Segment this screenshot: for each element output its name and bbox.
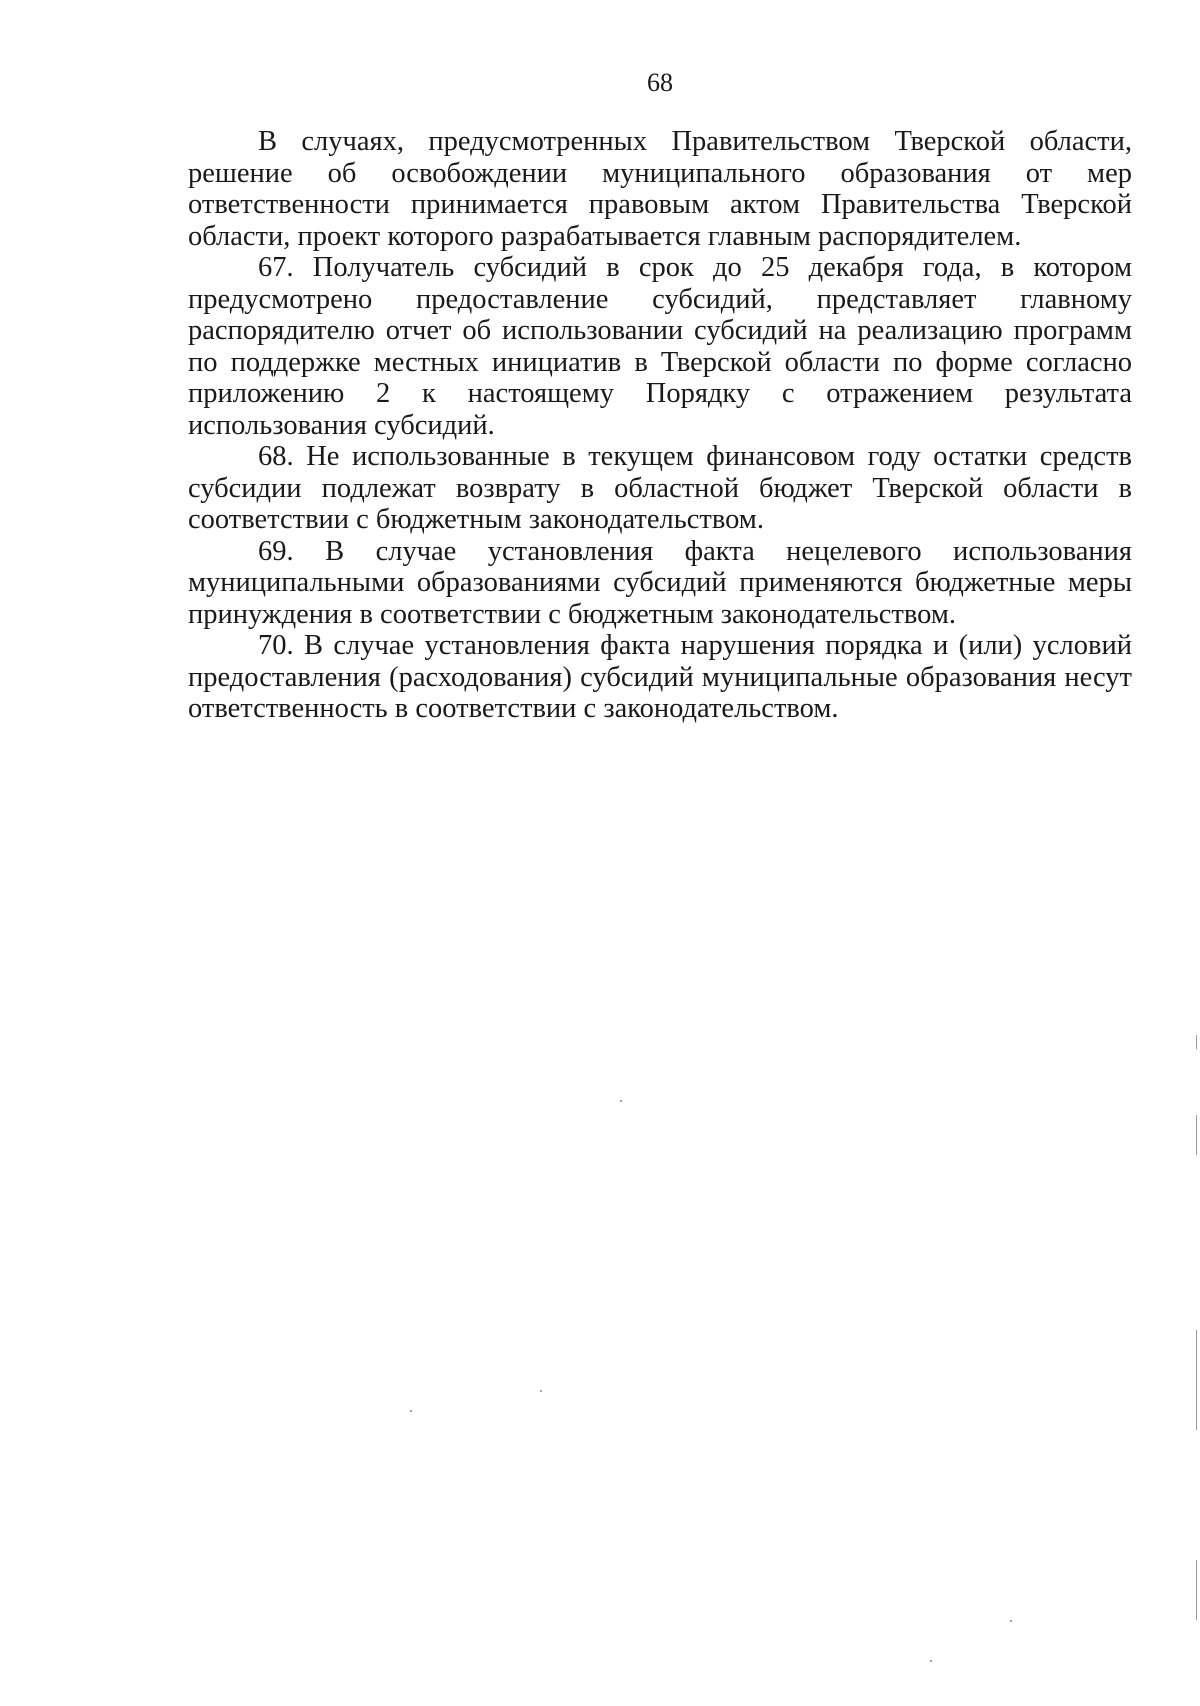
paragraph-68: 68. Не использованные в текущем финансовом году остатки средств субсидии подлежат возврату в областной бюджет Тверской области в соответствии с бюджетным законодательством.	[188, 441, 1132, 535]
page-number: 68	[647, 68, 673, 97]
scan-edge-mark	[1196, 1330, 1197, 1430]
paragraph-intro: В случаях, предусмотренных Правительством Тверской области, решение об освобождении муниципального образования от мер ответственности принимается правовым актом Правительства Тверской области, проект которого разрабатывается главным распорядителем.	[188, 126, 1132, 252]
document-body	[188, 126, 1132, 725]
scan-speck	[540, 1390, 542, 1392]
scan-edge-mark	[1196, 1115, 1197, 1155]
paragraph-67: 67. Получатель субсидий в срок до 25 декабря года, в котором предусмотрено предоставление субсидий, представляет главному распорядителю отчет об использовании субсидий на реализацию программ по поддержке местных инициатив в Тверской области по форме согласно приложению 2 к настоящему Порядку с отражением результата использования субсидий.	[188, 252, 1132, 441]
paragraph-70: 70. В случае установления факта нарушения порядка и (или) условий предоставления (расходования) субсидий муниципальные образования несут ответственность в соответствии с законодательством.	[188, 630, 1132, 724]
scan-speck	[410, 1410, 412, 1412]
scan-edge-mark	[1196, 1560, 1197, 1620]
scan-speck	[1010, 1620, 1012, 1622]
scan-speck	[930, 1660, 932, 1662]
paragraph-69: 69. В случае установления факта нецелевого использования муниципальными образованиями субсидий применяются бюджетные меры принуждения в соответствии с бюджетным законодательством.	[188, 535, 1132, 630]
scan-speck	[620, 1100, 622, 1102]
scan-edge-mark	[1196, 1035, 1197, 1049]
